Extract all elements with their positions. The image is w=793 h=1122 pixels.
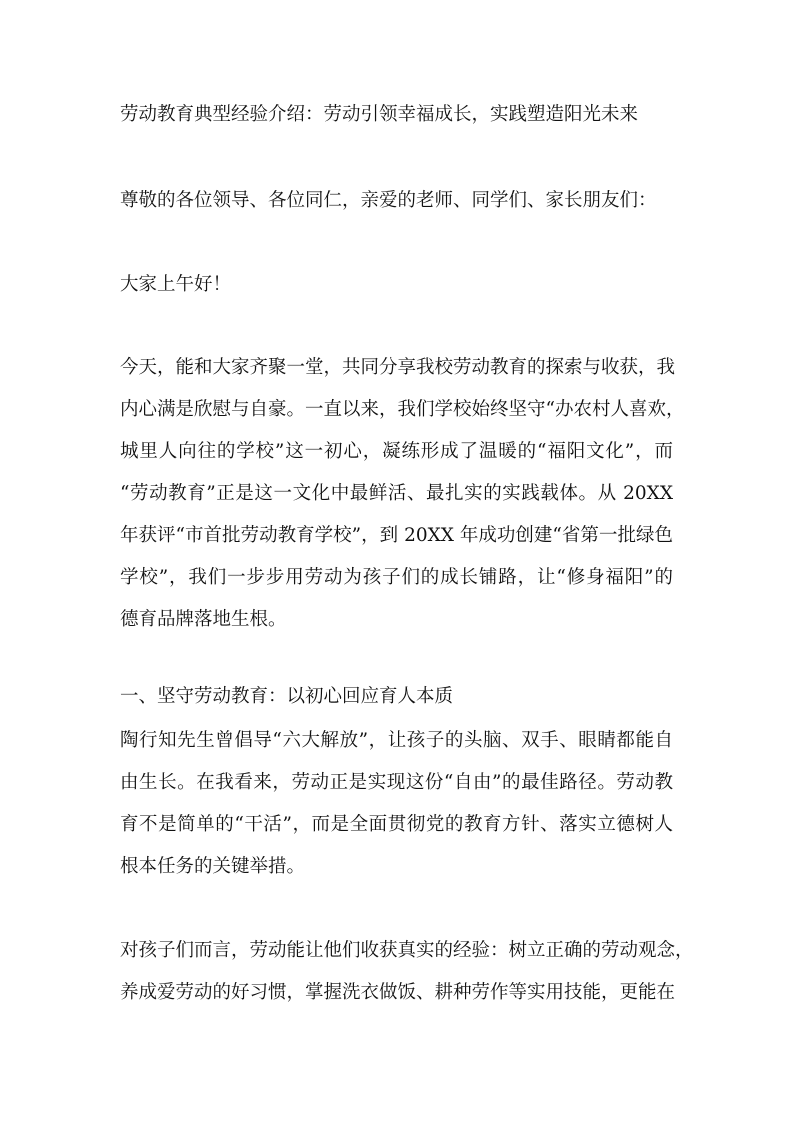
paragraph-line: 内心满是欣慰与自豪。一直以来，我们学校始终坚守“办农村人喜欢，	[120, 399, 685, 420]
section-1-paragraph-2	[120, 930, 694, 1014]
paragraph-line: 学校”，我们一步步用劳动为孩子们的成长铺路，让“修身福阳”的	[120, 567, 673, 588]
paragraph-line: 城里人向往的学校”这一初心，凝练形成了温暖的“福阳文化”，而	[120, 441, 673, 462]
greeting: 大家上午好！	[120, 274, 232, 295]
paragraph-line: “劳动教育”正是这一文化中最鲜活、最扎实的实践载体。从 20XX	[120, 483, 673, 504]
intro-paragraph	[120, 347, 685, 641]
paragraph-line: 由生长。在我看来，劳动正是实现这份“自由”的最佳路径。劳动教	[120, 772, 673, 793]
paragraph-line: 年获评“市首批劳动教育学校”，到 20XX 年成功创建“省第一批绿色	[120, 525, 673, 546]
paragraph-line: 育不是简单的“干活”，而是全面贯彻党的教育方针、落实立德树人	[120, 814, 673, 835]
section-1-heading: 一、坚守劳动教育：以初心回应育人本质	[120, 686, 454, 707]
paragraph-line: 今天，能和大家齐聚一堂，共同分享我校劳动教育的探索与收获，我	[120, 357, 676, 378]
document-title: 劳动教育典型经验介绍：劳动引领幸福成长，实践塑造阳光未来	[120, 104, 639, 125]
salutation: 尊敬的各位领导、各位同仁，亲爱的老师、同学们、家长朋友们：	[120, 190, 657, 211]
paragraph-line: 德育品牌落地生根。	[120, 609, 287, 630]
paragraph-line: 对孩子们而言，劳动能让他们收获真实的经验：树立正确的劳动观念，	[120, 940, 694, 961]
paragraph-line: 根本任务的关键举措。	[120, 856, 306, 877]
paragraph-line: 养成爱劳动的好习惯，掌握洗衣做饭、耕种劳作等实用技能，更能在	[120, 982, 676, 1003]
paragraph-line: 陶行知先生曾倡导“六大解放”，让孩子的头脑、双手、眼睛都能自	[120, 730, 673, 751]
section-1-paragraph	[120, 720, 673, 888]
